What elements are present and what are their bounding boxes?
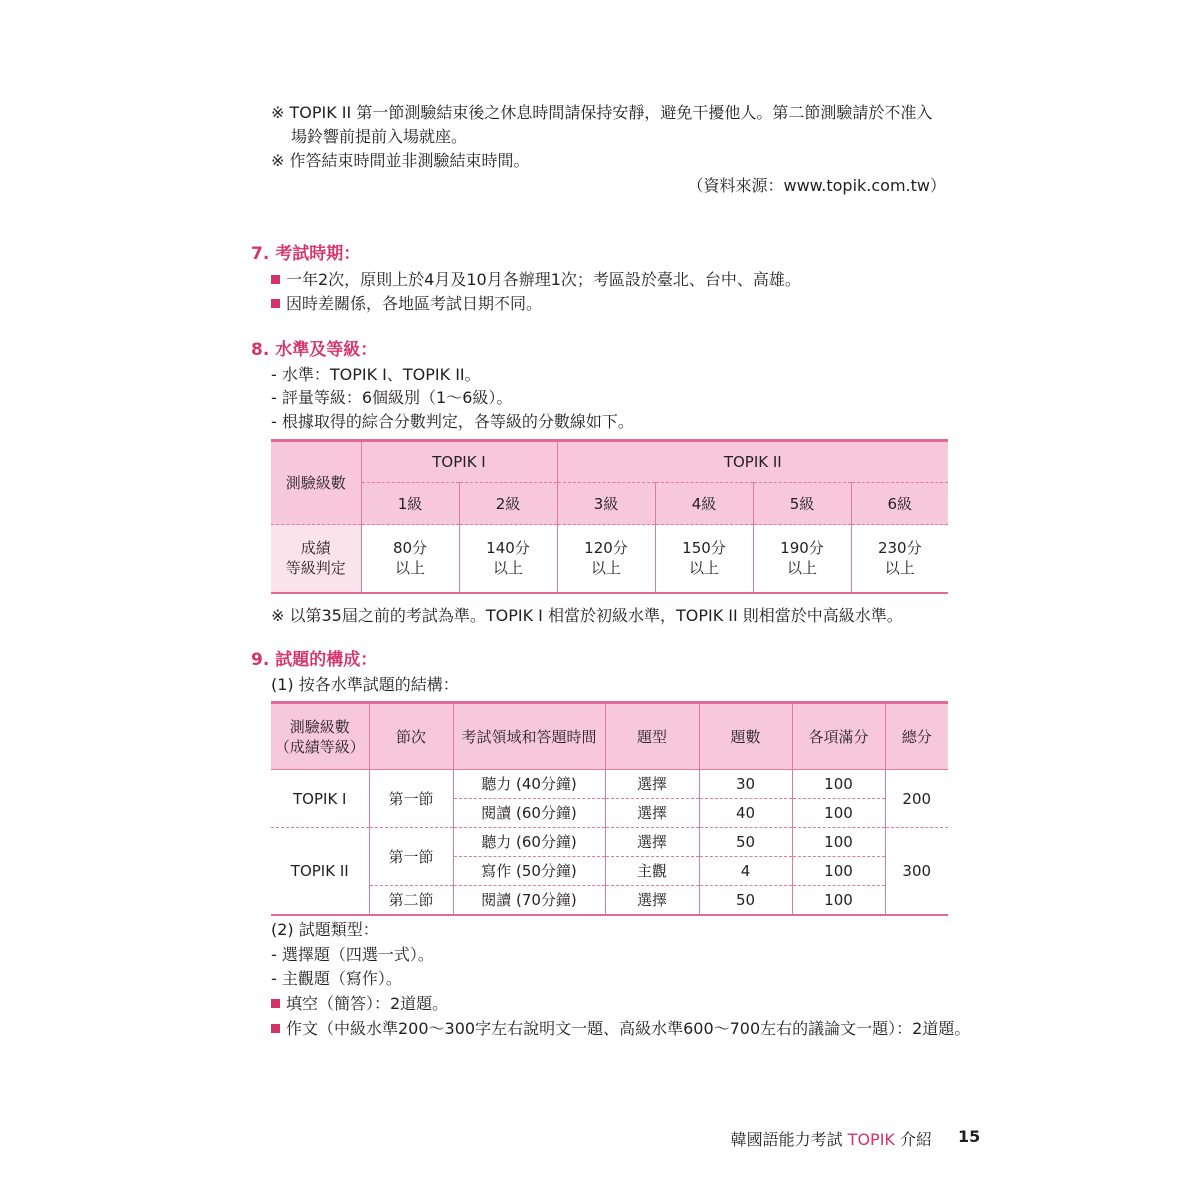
level-5: 5級 bbox=[753, 483, 851, 525]
header-full: 各項滿分 bbox=[792, 703, 885, 770]
bullet-square-icon bbox=[271, 999, 280, 1008]
score-line: - 根據取得的綜合分數判定，各等級的分數線如下。 bbox=[271, 412, 634, 431]
list-item: 填空（簡答）：2道題。 bbox=[271, 992, 448, 1016]
list-item: 因時差關係，各地區考試日期不同。 bbox=[271, 292, 542, 316]
type-cell: 選擇 bbox=[605, 886, 699, 915]
subsection-2: (2) 試題類型： bbox=[271, 920, 379, 939]
area-cell: 閱讀 (70分鐘) bbox=[453, 886, 605, 915]
total-cell: 300 bbox=[885, 828, 948, 915]
table-row-label: 成績 等級判定 bbox=[271, 525, 361, 593]
score-cell: 120分 以上 bbox=[557, 525, 655, 593]
full-cell: 100 bbox=[792, 799, 885, 828]
level-3: 3級 bbox=[557, 483, 655, 525]
session-cell: 第一節 bbox=[369, 770, 453, 828]
header-area: 考試領域和答題時間 bbox=[453, 703, 605, 770]
header-type: 題型 bbox=[605, 703, 699, 770]
score-cell: 80分 以上 bbox=[361, 525, 459, 593]
bullet-square-icon bbox=[271, 275, 280, 284]
table-header-topik2: TOPIK II bbox=[557, 441, 948, 483]
type-cell: 選擇 bbox=[605, 799, 699, 828]
source-note: （資料來源：www.topik.com.tw） bbox=[687, 176, 946, 195]
topik2-cell: TOPIK II bbox=[271, 828, 369, 915]
bullet-square-icon bbox=[271, 299, 280, 308]
list-item: 一年2次，原則上於4月及10月各辦理1次；考區設於臺北、台中、高雄。 bbox=[271, 268, 801, 292]
full-cell: 100 bbox=[792, 828, 885, 857]
type-line-subjective: - 主觀題（寫作）。 bbox=[271, 969, 402, 988]
score-cell: 140分 以上 bbox=[459, 525, 557, 593]
score-cell: 150分 以上 bbox=[655, 525, 753, 593]
count-cell: 30 bbox=[699, 770, 792, 799]
score-cell: 190分 以上 bbox=[753, 525, 851, 593]
type-cell: 選擇 bbox=[605, 828, 699, 857]
session-cell: 第一節 bbox=[369, 828, 453, 886]
area-cell: 聽力 (40分鐘) bbox=[453, 770, 605, 799]
count-cell: 4 bbox=[699, 857, 792, 886]
level-6: 6級 bbox=[851, 483, 948, 525]
type-line-choice: - 選擇題（四選一式）。 bbox=[271, 945, 434, 964]
type-cell: 選擇 bbox=[605, 770, 699, 799]
note-end-time: ※ 作答結束時間並非測驗結束時間。 bbox=[271, 151, 530, 170]
table-header-topik1: TOPIK I bbox=[361, 441, 557, 483]
note-rest-time: ※ TOPIK II 第一節測驗結束後之休息時間請保持安靜，避免干擾他人。第二節測驗請於不准入 bbox=[271, 103, 933, 122]
type-cell: 主觀 bbox=[605, 857, 699, 886]
topik1-cell: TOPIK I bbox=[271, 770, 369, 828]
full-cell: 100 bbox=[792, 770, 885, 799]
subsection-1: (1) 按各水準試題的結構： bbox=[271, 675, 459, 694]
footer-title: 韓國語能力考試 TOPIK 介紹 bbox=[730, 1130, 932, 1149]
header-count: 題數 bbox=[699, 703, 792, 770]
bullet-square-icon bbox=[271, 1024, 280, 1033]
section-8-title: 8. 水準及等級： bbox=[251, 340, 378, 360]
header-level: 測驗級數 （成績等級） bbox=[271, 703, 369, 770]
header-session: 節次 bbox=[369, 703, 453, 770]
area-cell: 聽力 (60分鐘) bbox=[453, 828, 605, 857]
full-cell: 100 bbox=[792, 857, 885, 886]
table-note: ※ 以第35屆之前的考試為準。TOPIK I 相當於初級水準，TOPIK II 則相當於中高級水準。 bbox=[271, 606, 903, 625]
page-number: 15 bbox=[958, 1127, 981, 1146]
level-line: - 水準：TOPIK I、TOPIK II。 bbox=[271, 365, 481, 384]
area-cell: 寫作 (50分鐘) bbox=[453, 857, 605, 886]
count-cell: 40 bbox=[699, 799, 792, 828]
level-1: 1級 bbox=[361, 483, 459, 525]
level-4: 4級 bbox=[655, 483, 753, 525]
grade-table bbox=[271, 439, 948, 594]
level-2: 2級 bbox=[459, 483, 557, 525]
note-rest-time-cont: 場鈴響前提前入場就座。 bbox=[291, 127, 468, 146]
header-total: 總分 bbox=[885, 703, 948, 770]
total-cell: 200 bbox=[885, 770, 948, 828]
table-header-level: 測驗級數 bbox=[271, 441, 361, 525]
section-7-title: 7. 考試時期： bbox=[251, 244, 361, 264]
grade-line: - 評量等級：6個級別（1～6級）。 bbox=[271, 388, 513, 407]
full-cell: 100 bbox=[792, 886, 885, 915]
section-9-title: 9. 試題的構成： bbox=[251, 650, 378, 670]
count-cell: 50 bbox=[699, 828, 792, 857]
area-cell: 閱讀 (60分鐘) bbox=[453, 799, 605, 828]
list-item: 作文（中級水準200～300字左右說明文一題、高級水準600～700左右的議論文一題）：2道題。 bbox=[271, 1017, 970, 1041]
structure-table bbox=[271, 701, 948, 916]
count-cell: 50 bbox=[699, 886, 792, 915]
score-cell: 230分 以上 bbox=[851, 525, 948, 593]
session-cell: 第二節 bbox=[369, 886, 453, 915]
